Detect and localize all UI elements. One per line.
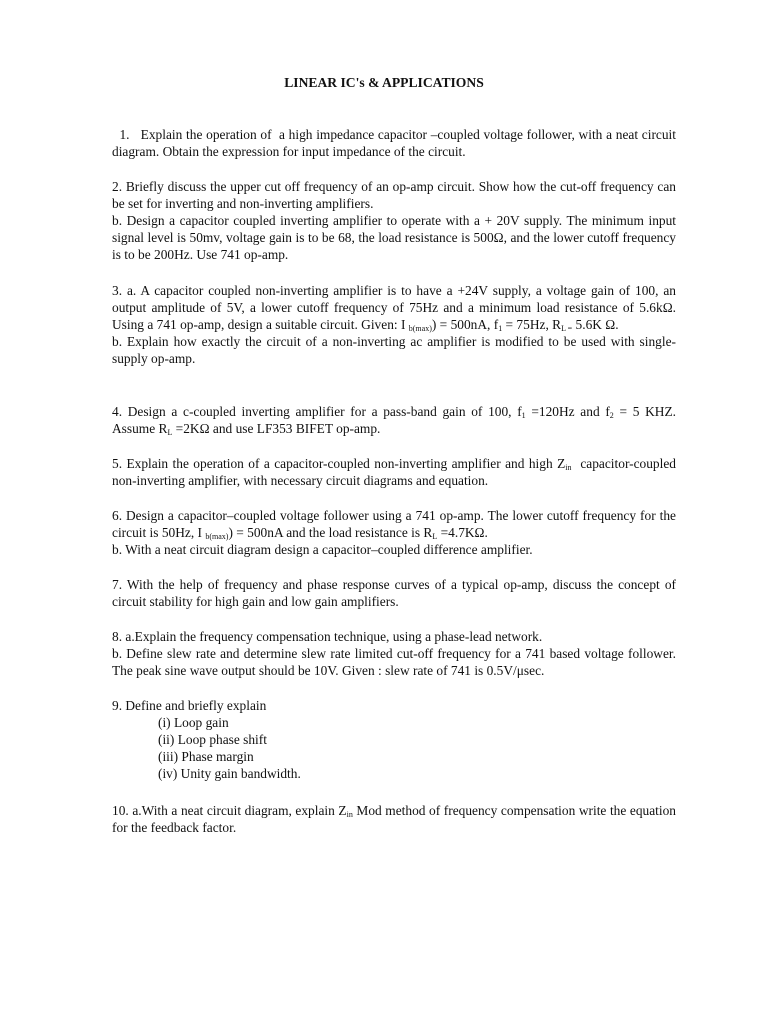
question-6a-text: 6. Design a capacitor–coupled voltage follower using a 741 op-amp. The lower cutoff frequency for the circuit is 50Hz, I $_{b(max)}$) = 500nA and the load resistance is $R_L =4.7K\Omega$. (112, 508, 676, 541)
question-8b-text: b. Define slew rate and determine slew rate limited cut-off frequency for a 741 based voltage follower. The peak sine wave output should be 10V. Given : slew rate of 741 is 0.5V/μsec. (112, 646, 676, 678)
question-3b-text: b. Explain how exactly the circuit of a non-inverting ac amplifier is modified to be used with single-supply op-amp. (112, 334, 676, 366)
question-2b-text: b. Design a capacitor coupled inverting amplifier to operate with a + 20V supply. The minimum input signal level is 50mv, voltage gain is to be 68, the load resistance is 500Ω, and the lower cutoff frequency is to be 200Hz. Use 741 op-amp. (112, 213, 676, 262)
question-6b-text: b. With a neat circuit diagram design a capacitor–coupled difference amplifier. (112, 542, 533, 557)
list-item: (iv) Unity gain bandwidth. (158, 766, 301, 781)
question-7-text: 7. With the help of frequency and phase response curves of a typical op-amp, discuss the concept of circuit stability for high gain and low gain amplifiers. (112, 577, 676, 609)
question-8 (112, 628, 676, 679)
question-1-text: 1. Explain the operation of a high impedance capacitor –coupled voltage follower, with a neat circuit diagram. Obtain the expression for input impedance of the circuit. (112, 127, 680, 159)
question-6 (112, 507, 676, 558)
question-9 (112, 697, 676, 782)
question-2 (112, 178, 676, 263)
question-5 (112, 455, 680, 489)
list-item: (ii) Loop phase shift (158, 732, 267, 747)
question-4-text: 4. Design a c-coupled inverting amplifier for a pass-band gain of 100, $f_1 =120Hz$ and $f_2 = 5$ KHZ. Assume $R_L =2K\Omega$ and use LF353 BIFET op-amp. (112, 404, 676, 437)
question-9-list (112, 714, 676, 782)
document-title: LINEAR IC's & APPLICATIONS (284, 75, 484, 90)
question-10-text: 10. a.With a neat circuit diagram, explain $Z_{in}$ Mod method of frequency compensation write the equation for the feedback factor. (112, 803, 676, 835)
question-4 (112, 403, 676, 437)
question-5-text: 5. Explain the operation of a capacitor-coupled non-inverting amplifier and high $Z_{in}$ capacitor-coupled non-inverting amplifier, with necessary circuit diagrams and equation. (112, 456, 680, 488)
question-3a-text: 3. a. A capacitor coupled non-inverting amplifier is to have a +24V supply, a voltage gain of 100, an output amplitude of 5V, a lower cutoff frequency of 75Hz and a minimum load resistance of 5.6kΩ. Using a 741 op-amp, design a suitable circuit. Given: I $_{b(max)}$) = 500nA, $f_1 = 75Hz$, $R_{L =}$ 5.6K Ω. (112, 283, 676, 333)
list-item: (iii) Phase margin (158, 749, 254, 764)
question-3 (112, 282, 676, 367)
question-8a-text: 8. a.Explain the frequency compensation technique, using a phase-lead network. (112, 629, 543, 644)
question-10 (112, 802, 676, 836)
question-1 (112, 126, 680, 160)
question-2a-text: 2. Briefly discuss the upper cut off frequency of an op-amp circuit. Show how the cut-off frequency can be set for inverting and non-inverting amplifiers. (112, 179, 676, 211)
list-item: (i) Loop gain (158, 715, 229, 730)
question-9-intro: 9. Define and briefly explain (112, 698, 267, 713)
question-7 (112, 576, 676, 610)
